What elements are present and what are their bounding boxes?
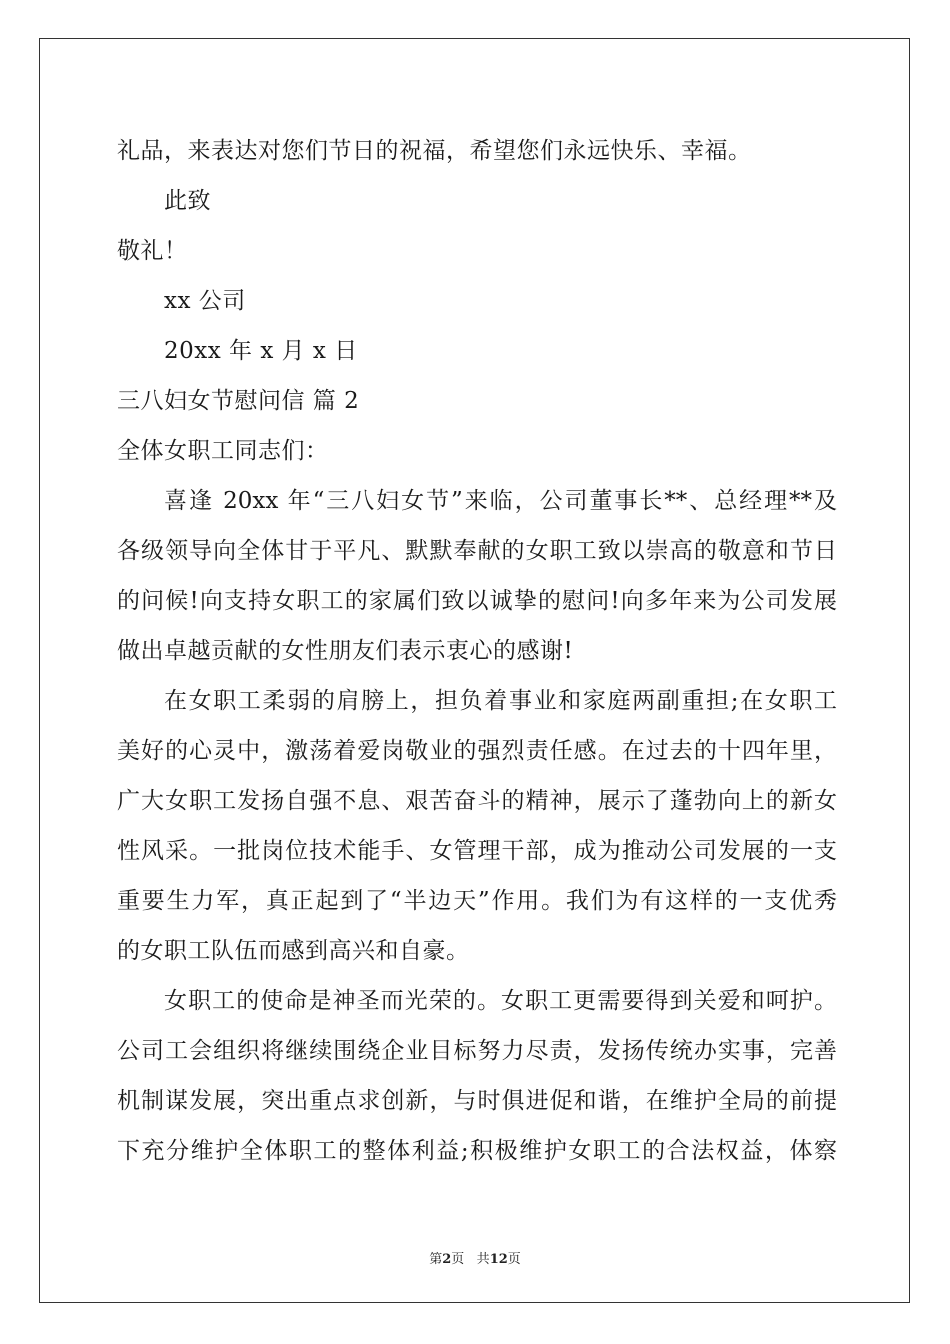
page-number: 2 <box>442 1252 452 1267</box>
text-line: 的问候!向支持女职工的家属们致以诚挚的慰问!向多年来为公司发展 <box>117 588 837 614</box>
text-line: 美好的心灵中，激荡着爱岗敬业的强烈责任感。在过去的十四年里， <box>117 738 837 764</box>
text-line: 各级领导向全体甘于平凡、默默奉献的女职工致以崇高的敬意和节日 <box>117 538 837 564</box>
signature-date: 20xx 年 x 月 x 日 <box>164 338 358 364</box>
text-line: 性风采。一批岗位技术能手、女管理干部，成为推动公司发展的一支 <box>117 838 837 864</box>
text-line: 机制谋发展，突出重点求创新，与时俱进促和谐，在维护全局的前提 <box>117 1088 837 1114</box>
greeting: 全体女职工同志们： <box>117 438 329 464</box>
text-line: 女职工的使命是神圣而光荣的。女职工更需要得到关爱和呵护。 <box>164 988 837 1014</box>
text-line: 做出卓越贡献的女性朋友们表示衷心的感谢! <box>117 638 574 664</box>
page-footer <box>0 1248 950 1267</box>
total-prefix: 共 <box>476 1252 490 1267</box>
page-suffix: 页 <box>451 1252 465 1267</box>
text-line: 的女职工队伍而感到高兴和自豪。 <box>117 938 470 964</box>
text-line: 公司工会组织将继续围绕企业目标努力尽责，发扬传统办实事，完善 <box>117 1038 837 1064</box>
total-pages: 12 <box>489 1252 508 1267</box>
text-line: 广大女职工发扬自强不息、艰苦奋斗的精神，展示了蓬勃向上的新女 <box>117 788 837 814</box>
text-line: 下充分维护全体职工的整体利益;积极维护女职工的合法权益，体察 <box>117 1138 837 1164</box>
text-line: 喜逢 20xx 年“三八妇女节”来临，公司董事长**、总经理**及 <box>164 488 837 514</box>
text-line: 在女职工柔弱的肩膀上，担负着事业和家庭两副重担;在女职工 <box>164 688 837 714</box>
document-body <box>117 126 837 1176</box>
total-suffix: 页 <box>507 1252 521 1267</box>
closing-regards: 敬礼！ <box>117 238 188 264</box>
closing-salutation: 此致 <box>164 188 211 214</box>
signature-company: xx 公司 <box>164 288 246 314</box>
section-title: 三八妇女节慰问信 篇 2 <box>117 388 360 414</box>
text-line: 礼品，来表达对您们节日的祝福，希望您们永远快乐、幸福。 <box>117 138 752 164</box>
page-prefix: 第 <box>429 1252 443 1267</box>
text-line: 重要生力军，真正起到了“半边天”作用。我们为有这样的一支优秀 <box>117 888 837 914</box>
